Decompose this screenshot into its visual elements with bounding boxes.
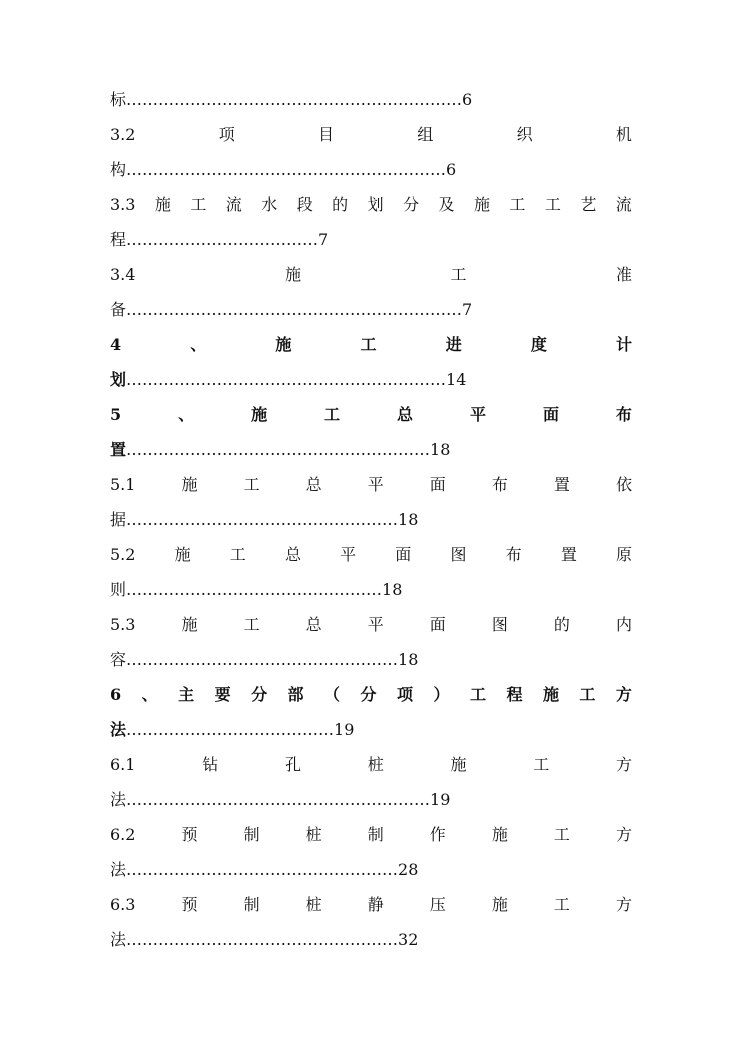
toc-entry-char: 施 xyxy=(284,265,301,284)
toc-entry-char: 置 xyxy=(553,475,570,494)
toc-entry-char: 度 xyxy=(530,335,547,354)
toc-entry-page-line[interactable] xyxy=(110,152,632,187)
toc-entry-char: 工 xyxy=(243,475,260,494)
toc-entry-title-end: 据 xyxy=(110,510,127,529)
toc-entry-number: 5.1 xyxy=(110,475,136,494)
toc-entry-char: 面 xyxy=(429,615,446,634)
toc-entry-page-line[interactable] xyxy=(110,712,632,747)
toc-entry-char: 面 xyxy=(395,545,412,564)
toc-entry-char: 工 xyxy=(533,755,550,774)
toc-entry-char: 平 xyxy=(469,405,486,424)
toc-entry-number: 5 xyxy=(110,405,122,424)
toc-entry-char: 图 xyxy=(450,545,467,564)
toc-entry-char: 总 xyxy=(397,405,414,424)
toc-dot-leader: …………………………………………… xyxy=(126,860,399,879)
toc-entry-char: 工 xyxy=(360,335,377,354)
toc-entry-title-end: 划 xyxy=(110,370,127,389)
toc-entry-char: 制 xyxy=(367,825,384,844)
toc-entry-char: 孔 xyxy=(284,755,301,774)
toc-entry-char: ） xyxy=(433,685,450,704)
toc-entry-number: 3.2 xyxy=(110,125,136,144)
toc-entry-char: 作 xyxy=(429,825,446,844)
toc-dot-leader: …………………………………………… xyxy=(126,510,399,529)
toc-entry-char: 制 xyxy=(243,895,260,914)
toc-entry-char: 程 xyxy=(506,685,523,704)
toc-entry-title-end: 容 xyxy=(110,650,127,669)
toc-entry-char: 布 xyxy=(505,545,522,564)
toc-entry-char: 方 xyxy=(615,685,632,704)
table-of-contents xyxy=(110,82,632,957)
toc-page-number: 19 xyxy=(430,790,451,809)
toc-entry-char: 面 xyxy=(542,405,559,424)
toc-entry-char: （ xyxy=(324,685,341,704)
toc-dot-leader: ………………………………………………… xyxy=(126,790,431,809)
toc-entry-heading[interactable] xyxy=(110,817,632,852)
toc-dot-leader: ……………………………… xyxy=(126,230,319,249)
toc-entry-char: 目 xyxy=(318,125,335,144)
toc-dot-leader: …………………………………………… xyxy=(126,930,399,949)
toc-entry-char: 方 xyxy=(615,755,632,774)
toc-dot-leader: …………………………………………………… xyxy=(126,370,447,389)
toc-entry-title-end: 法 xyxy=(110,860,127,879)
toc-page-number: 6 xyxy=(462,90,473,109)
toc-entry-char: 项 xyxy=(218,125,235,144)
toc-entry-char: 施 xyxy=(450,755,467,774)
toc-entry-char: 工 xyxy=(190,195,207,214)
toc-entry-heading[interactable] xyxy=(110,887,632,922)
toc-entry-char: 要 xyxy=(214,685,231,704)
toc-entry-char: 工 xyxy=(469,685,486,704)
toc-entry-page-line[interactable] xyxy=(110,82,632,117)
toc-page-number: 7 xyxy=(462,300,473,319)
toc-entry-char: 施 xyxy=(491,825,508,844)
toc-entry-char: 内 xyxy=(615,615,632,634)
toc-entry-char: 水 xyxy=(261,195,278,214)
toc-entry-title-end: 法 xyxy=(110,720,127,739)
toc-entry-char: 工 xyxy=(324,405,341,424)
toc-entry-title-end: 备 xyxy=(110,300,127,319)
toc-entry-char: 进 xyxy=(445,335,462,354)
toc-entry-char: 、 xyxy=(141,685,158,704)
toc-dot-leader: …………………………………………………… xyxy=(126,160,447,179)
toc-entry-char: 制 xyxy=(243,825,260,844)
toc-entry-char: 工 xyxy=(553,895,570,914)
toc-entry-heading[interactable] xyxy=(110,467,632,502)
toc-entry-char: 段 xyxy=(296,195,313,214)
toc-entry-char: 桩 xyxy=(305,895,322,914)
toc-entry-page-line[interactable] xyxy=(110,852,632,887)
toc-entry-char: 分 xyxy=(360,685,377,704)
toc-entry-title-end: 构 xyxy=(110,160,127,179)
toc-dot-leader: ………………………………………………… xyxy=(126,440,431,459)
toc-entry-char: 平 xyxy=(367,615,384,634)
toc-entry-page-line[interactable] xyxy=(110,572,632,607)
toc-entry-char: 压 xyxy=(429,895,446,914)
toc-entry-char: 总 xyxy=(305,475,322,494)
toc-entry-page-line[interactable] xyxy=(110,362,632,397)
toc-entry-char: 工 xyxy=(509,195,526,214)
toc-entry-char: 桩 xyxy=(367,755,384,774)
toc-entry-page-line[interactable] xyxy=(110,432,632,467)
toc-dot-leader: ………………………………… xyxy=(126,720,335,739)
toc-entry-number: 4 xyxy=(110,335,122,354)
toc-entry-number: 6.3 xyxy=(110,895,136,914)
toc-entry-heading[interactable] xyxy=(110,187,632,222)
toc-entry-heading[interactable] xyxy=(110,677,632,712)
toc-entry-char: 工 xyxy=(229,545,246,564)
toc-entry-number: 5.3 xyxy=(110,615,136,634)
toc-entry-number: 3.3 xyxy=(110,195,136,214)
toc-entry-number: 5.2 xyxy=(110,545,136,564)
toc-entry-title-end: 法 xyxy=(110,790,127,809)
toc-entry-char: 工 xyxy=(450,265,467,284)
toc-entry-heading[interactable] xyxy=(110,537,632,572)
toc-entry-page-line[interactable] xyxy=(110,222,632,257)
toc-entry-char: 的 xyxy=(332,195,349,214)
toc-entry-page-line[interactable] xyxy=(110,642,632,677)
toc-entry-char: 主 xyxy=(178,685,195,704)
toc-entry-title-end: 法 xyxy=(110,930,127,949)
toc-entry-page-line[interactable] xyxy=(110,502,632,537)
toc-entry-char: 方 xyxy=(615,895,632,914)
toc-page-number: 7 xyxy=(318,230,329,249)
toc-dot-leader: ……………………………………………………… xyxy=(126,300,463,319)
toc-entry-char: 原 xyxy=(615,545,632,564)
toc-page-number: 19 xyxy=(334,720,355,739)
toc-entry-char: 部 xyxy=(287,685,304,704)
toc-dot-leader: ……………………………………………………… xyxy=(126,90,463,109)
toc-dot-leader: …………………………………………… xyxy=(126,650,399,669)
toc-entry-number: 6 xyxy=(110,685,122,704)
toc-entry-char: 划 xyxy=(367,195,384,214)
toc-entry-char: 置 xyxy=(560,545,577,564)
toc-entry-char: 面 xyxy=(429,475,446,494)
toc-entry-char: 预 xyxy=(181,895,198,914)
toc-entry-char: 布 xyxy=(491,475,508,494)
toc-page-number: 18 xyxy=(398,650,419,669)
toc-entry-char: 方 xyxy=(615,825,632,844)
toc-entry-number: 6.1 xyxy=(110,755,136,774)
toc-entry-title-end: 标 xyxy=(110,90,127,109)
toc-entry-char: 及 xyxy=(438,195,455,214)
toc-entry-char: 施 xyxy=(154,195,171,214)
toc-entry-number: 3.4 xyxy=(110,265,136,284)
toc-entry-char: 钻 xyxy=(202,755,219,774)
toc-entry-heading[interactable] xyxy=(110,117,632,152)
toc-entry-page-line[interactable] xyxy=(110,922,632,957)
toc-entry-heading[interactable] xyxy=(110,327,632,362)
toc-entry-char: 施 xyxy=(275,335,292,354)
toc-entry-char: 计 xyxy=(615,335,632,354)
toc-entry-char: 工 xyxy=(553,825,570,844)
toc-entry-char: 分 xyxy=(251,685,268,704)
toc-entry-heading[interactable] xyxy=(110,257,632,292)
toc-entry-char: 施 xyxy=(491,895,508,914)
toc-entry-char: 总 xyxy=(305,615,322,634)
toc-entry-heading[interactable] xyxy=(110,607,632,642)
toc-dot-leader: ………………………………………… xyxy=(126,580,383,599)
toc-entry-char: 流 xyxy=(225,195,242,214)
toc-entry-char: 准 xyxy=(615,265,632,284)
toc-entry-char: 织 xyxy=(516,125,533,144)
toc-entry-number: 6.2 xyxy=(110,825,136,844)
toc-entry-char: 施 xyxy=(542,685,559,704)
toc-page-number: 28 xyxy=(398,860,419,879)
toc-entry-char: 施 xyxy=(251,405,268,424)
toc-entry-char: 依 xyxy=(615,475,632,494)
toc-entry-char: 施 xyxy=(181,615,198,634)
toc-entry-title-end: 则 xyxy=(110,580,127,599)
toc-entry-char: 图 xyxy=(491,615,508,634)
toc-entry-page-line[interactable] xyxy=(110,292,632,327)
toc-page-number: 18 xyxy=(382,580,403,599)
toc-entry-char: 、 xyxy=(178,405,195,424)
toc-entry-char: 分 xyxy=(403,195,420,214)
toc-entry-char: 机 xyxy=(615,125,632,144)
toc-entry-char: 组 xyxy=(417,125,434,144)
toc-entry-char: 艺 xyxy=(580,195,597,214)
toc-entry-char: 流 xyxy=(615,195,632,214)
toc-entry-char: 预 xyxy=(181,825,198,844)
toc-entry-char: 总 xyxy=(284,545,301,564)
toc-page-number: 18 xyxy=(430,440,451,459)
toc-entry-page-line[interactable] xyxy=(110,782,632,817)
toc-entry-char: 的 xyxy=(553,615,570,634)
toc-entry-char: 平 xyxy=(367,475,384,494)
toc-entry-heading[interactable] xyxy=(110,747,632,782)
toc-entry-char: 布 xyxy=(615,405,632,424)
toc-entry-char: 、 xyxy=(190,335,207,354)
toc-entry-title-end: 程 xyxy=(110,230,127,249)
toc-page-number: 18 xyxy=(398,510,419,529)
toc-entry-char: 施 xyxy=(473,195,490,214)
toc-entry-char: 平 xyxy=(340,545,357,564)
toc-entry-char: 项 xyxy=(397,685,414,704)
toc-entry-heading[interactable] xyxy=(110,397,632,432)
toc-entry-char: 施 xyxy=(181,475,198,494)
toc-entry-char: 施 xyxy=(174,545,191,564)
toc-entry-char: 桩 xyxy=(305,825,322,844)
toc-page-number: 6 xyxy=(446,160,457,179)
toc-entry-char: 工 xyxy=(243,615,260,634)
toc-entry-char: 工 xyxy=(544,195,561,214)
toc-page-number: 32 xyxy=(398,930,419,949)
toc-entry-char: 静 xyxy=(367,895,384,914)
toc-page-number: 14 xyxy=(446,370,467,389)
toc-entry-char: 工 xyxy=(579,685,596,704)
toc-entry-title-end: 置 xyxy=(110,440,127,459)
